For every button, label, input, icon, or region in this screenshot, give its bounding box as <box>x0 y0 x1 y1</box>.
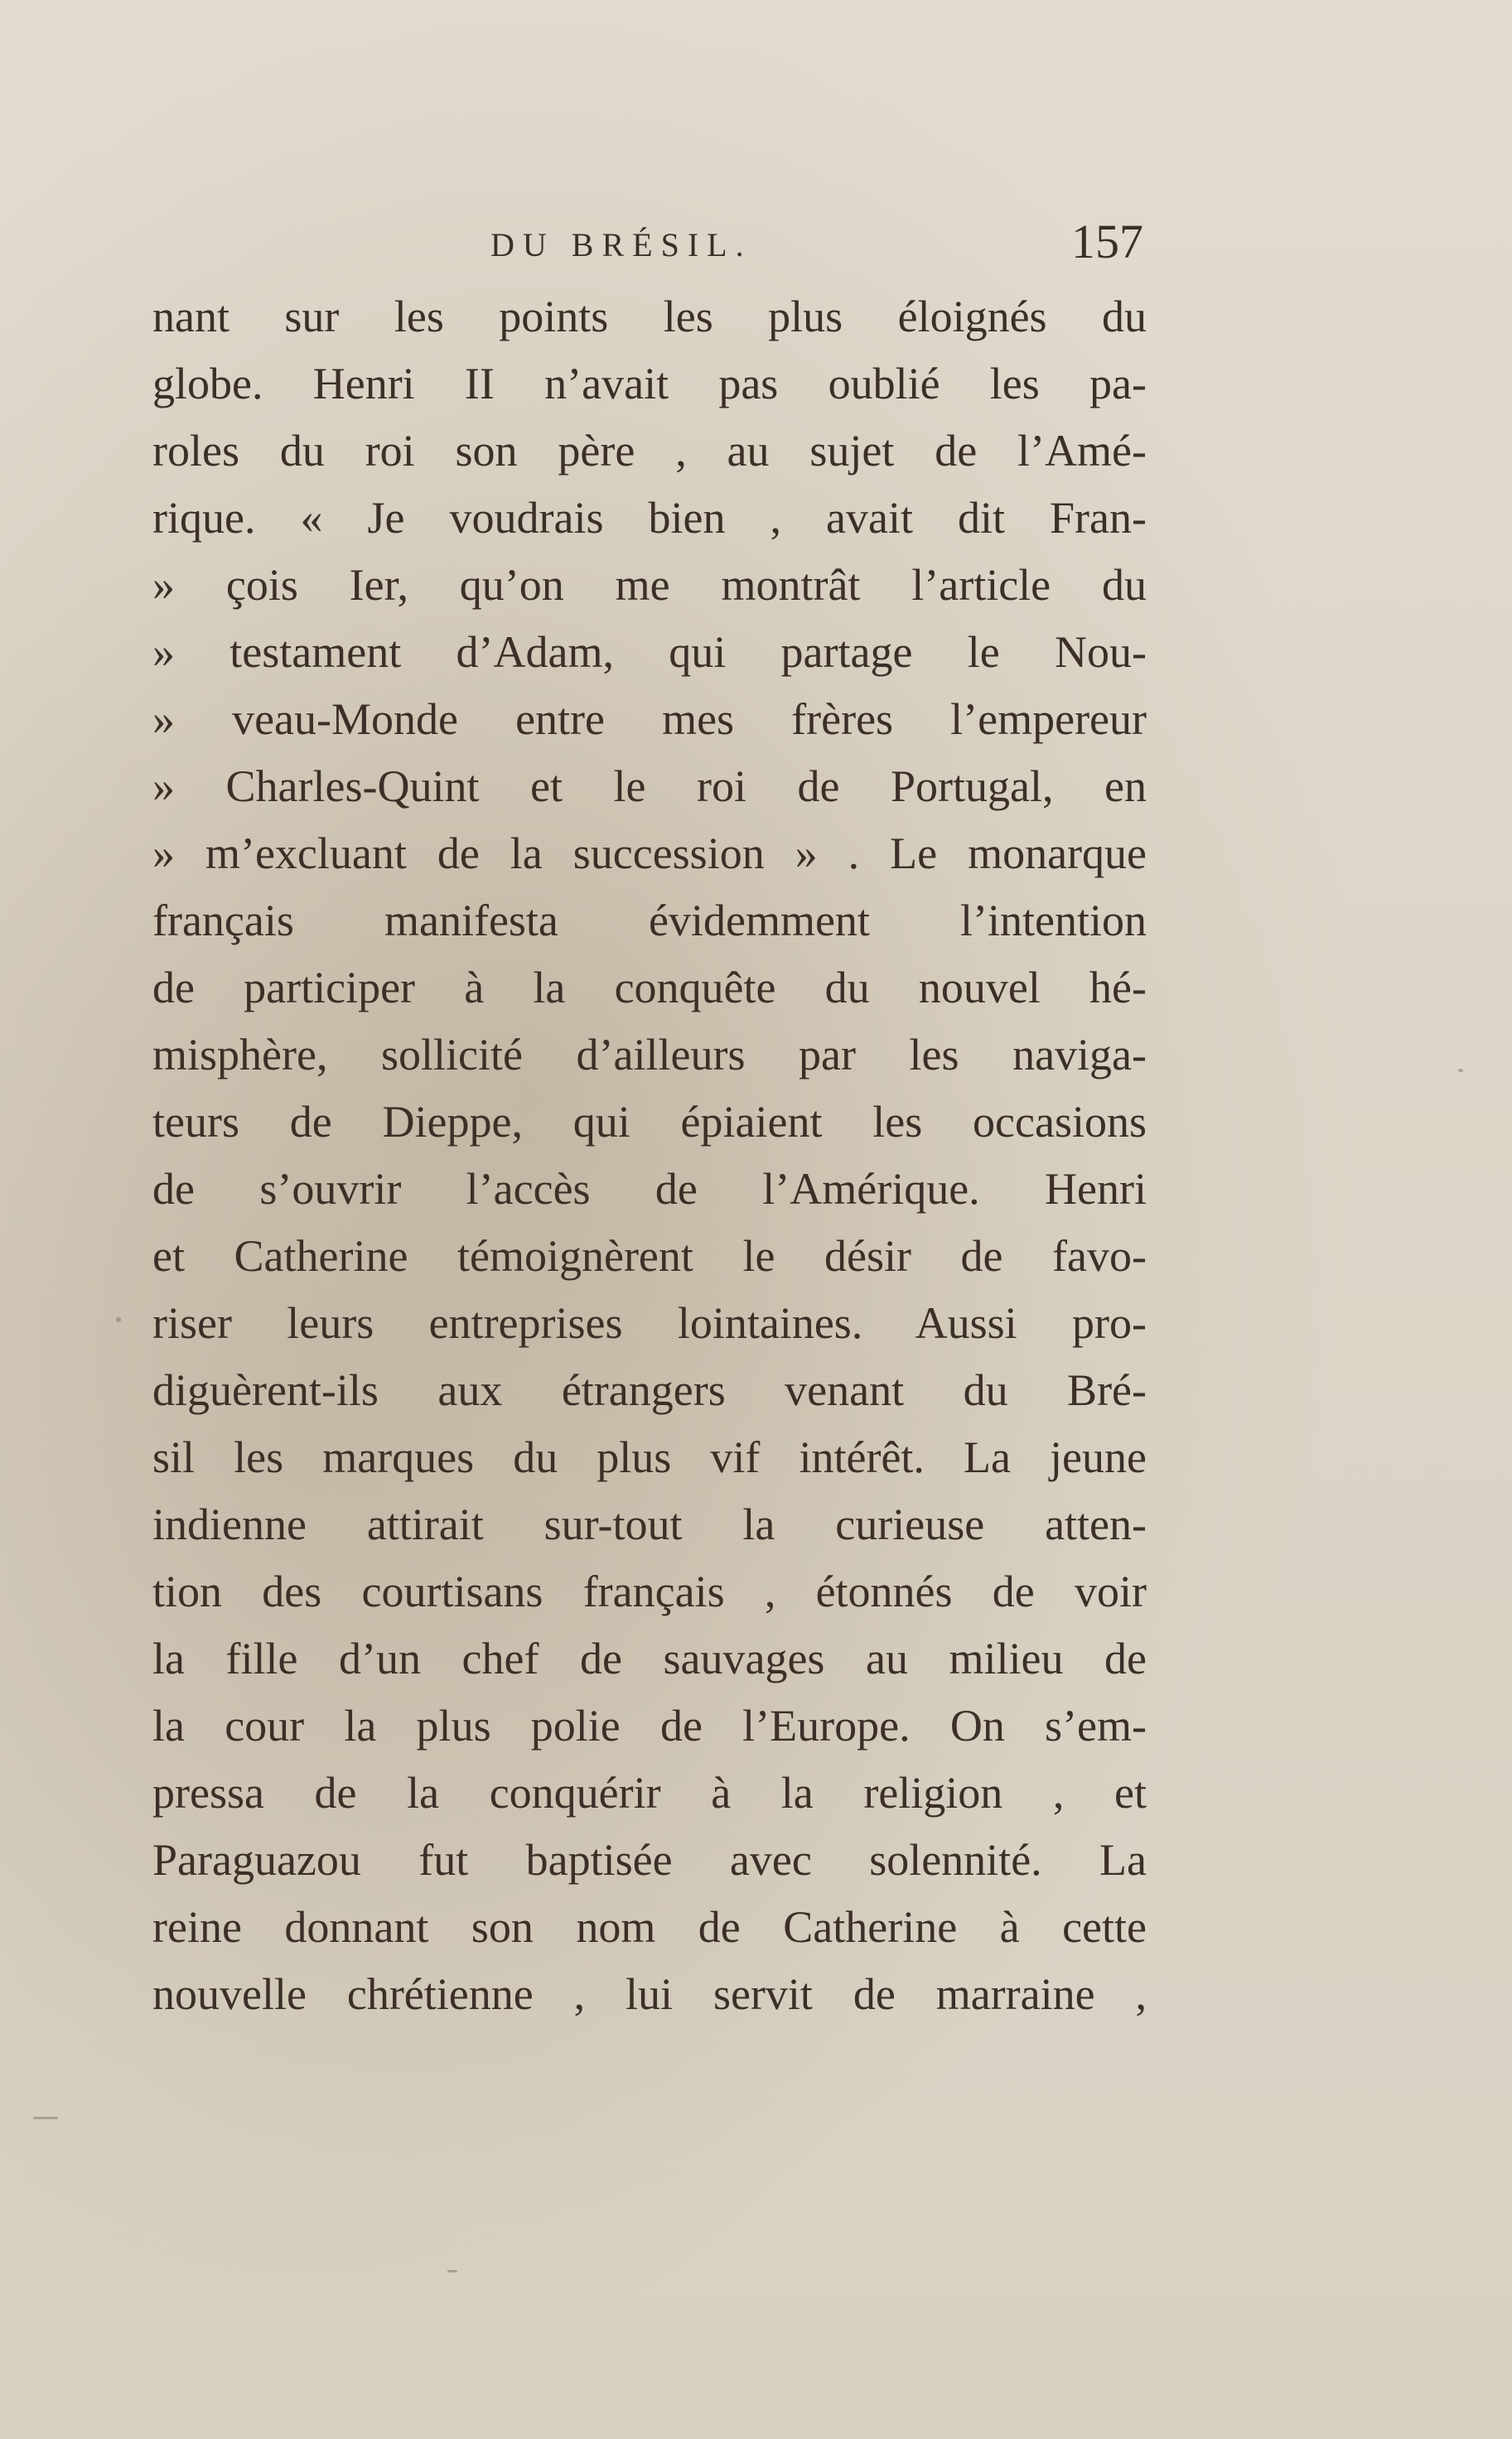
text-line: » testament d’Adam, qui partage le Nou- <box>152 627 1147 677</box>
text-line: sil les marques du plus vif intérêt. La jeune <box>152 1432 1147 1482</box>
text-line: reine donnant son nom de Catherine à cette <box>152 1902 1147 1952</box>
text-line: » Charles-Quint et le roi de Portugal, en <box>152 761 1147 811</box>
text-line: de participer à la conquête du nouvel hé- <box>152 963 1147 1012</box>
text-line: la cour la plus polie de l’Europe. On s’em- <box>152 1701 1147 1751</box>
paper-speck <box>116 1317 121 1322</box>
text-line: pressa de la conquérir à la religion , et <box>152 1768 1147 1818</box>
paper-speck <box>447 2270 457 2272</box>
text-line: » veau-Monde entre mes frères l’empereur <box>152 694 1147 744</box>
page-number: 157 <box>1071 215 1143 268</box>
text-line: Paraguazou fut baptisée avec solennité. La <box>152 1835 1147 1885</box>
text-line: diguèrent-ils aux étrangers venant du Bré- <box>152 1365 1147 1415</box>
text-line: misphère, sollicité d’ailleurs par les naviga- <box>152 1030 1147 1079</box>
text-line: rique. « Je voudrais bien , avait dit Fran- <box>152 493 1147 543</box>
text-line: roles du roi son père , au sujet de l’Amé- <box>152 426 1147 476</box>
text-line: indienne attirait sur-tout la curieuse atten- <box>152 1500 1147 1549</box>
text-line: et Catherine témoignèrent le désir de favo- <box>152 1231 1147 1281</box>
paper-speck <box>33 2117 58 2119</box>
running-title: DU BRÉSIL. <box>490 226 752 263</box>
text-line: tion des courtisans français , étonnés de voir <box>152 1567 1147 1616</box>
text-line: globe. Henri II n’avait pas oublié les pa- <box>152 359 1147 408</box>
text-line: teurs de Dieppe, qui épiaient les occasions <box>152 1097 1147 1147</box>
paper-speck <box>1458 1069 1463 1072</box>
body-text <box>152 283 1147 2028</box>
text-line: » m’excluant de la succession » . Le monarque <box>152 828 1147 878</box>
text-line: nant sur les points les plus éloignés du <box>152 292 1147 341</box>
text-line: français manifesta évidemment l’intention <box>152 896 1147 945</box>
text-line: de s’ouvrir l’accès de l’Amérique. Henri <box>152 1164 1147 1214</box>
page-header <box>157 214 1143 280</box>
text-line: » çois Ier, qu’on me montrât l’article du <box>152 560 1147 610</box>
text-line: nouvelle chrétienne , lui servit de marraine , <box>152 1969 1147 2019</box>
text-line: riser leurs entreprises lointaines. Aussi pro- <box>152 1298 1147 1348</box>
text-line: la fille d’un chef de sauvages au milieu de <box>152 1634 1147 1683</box>
